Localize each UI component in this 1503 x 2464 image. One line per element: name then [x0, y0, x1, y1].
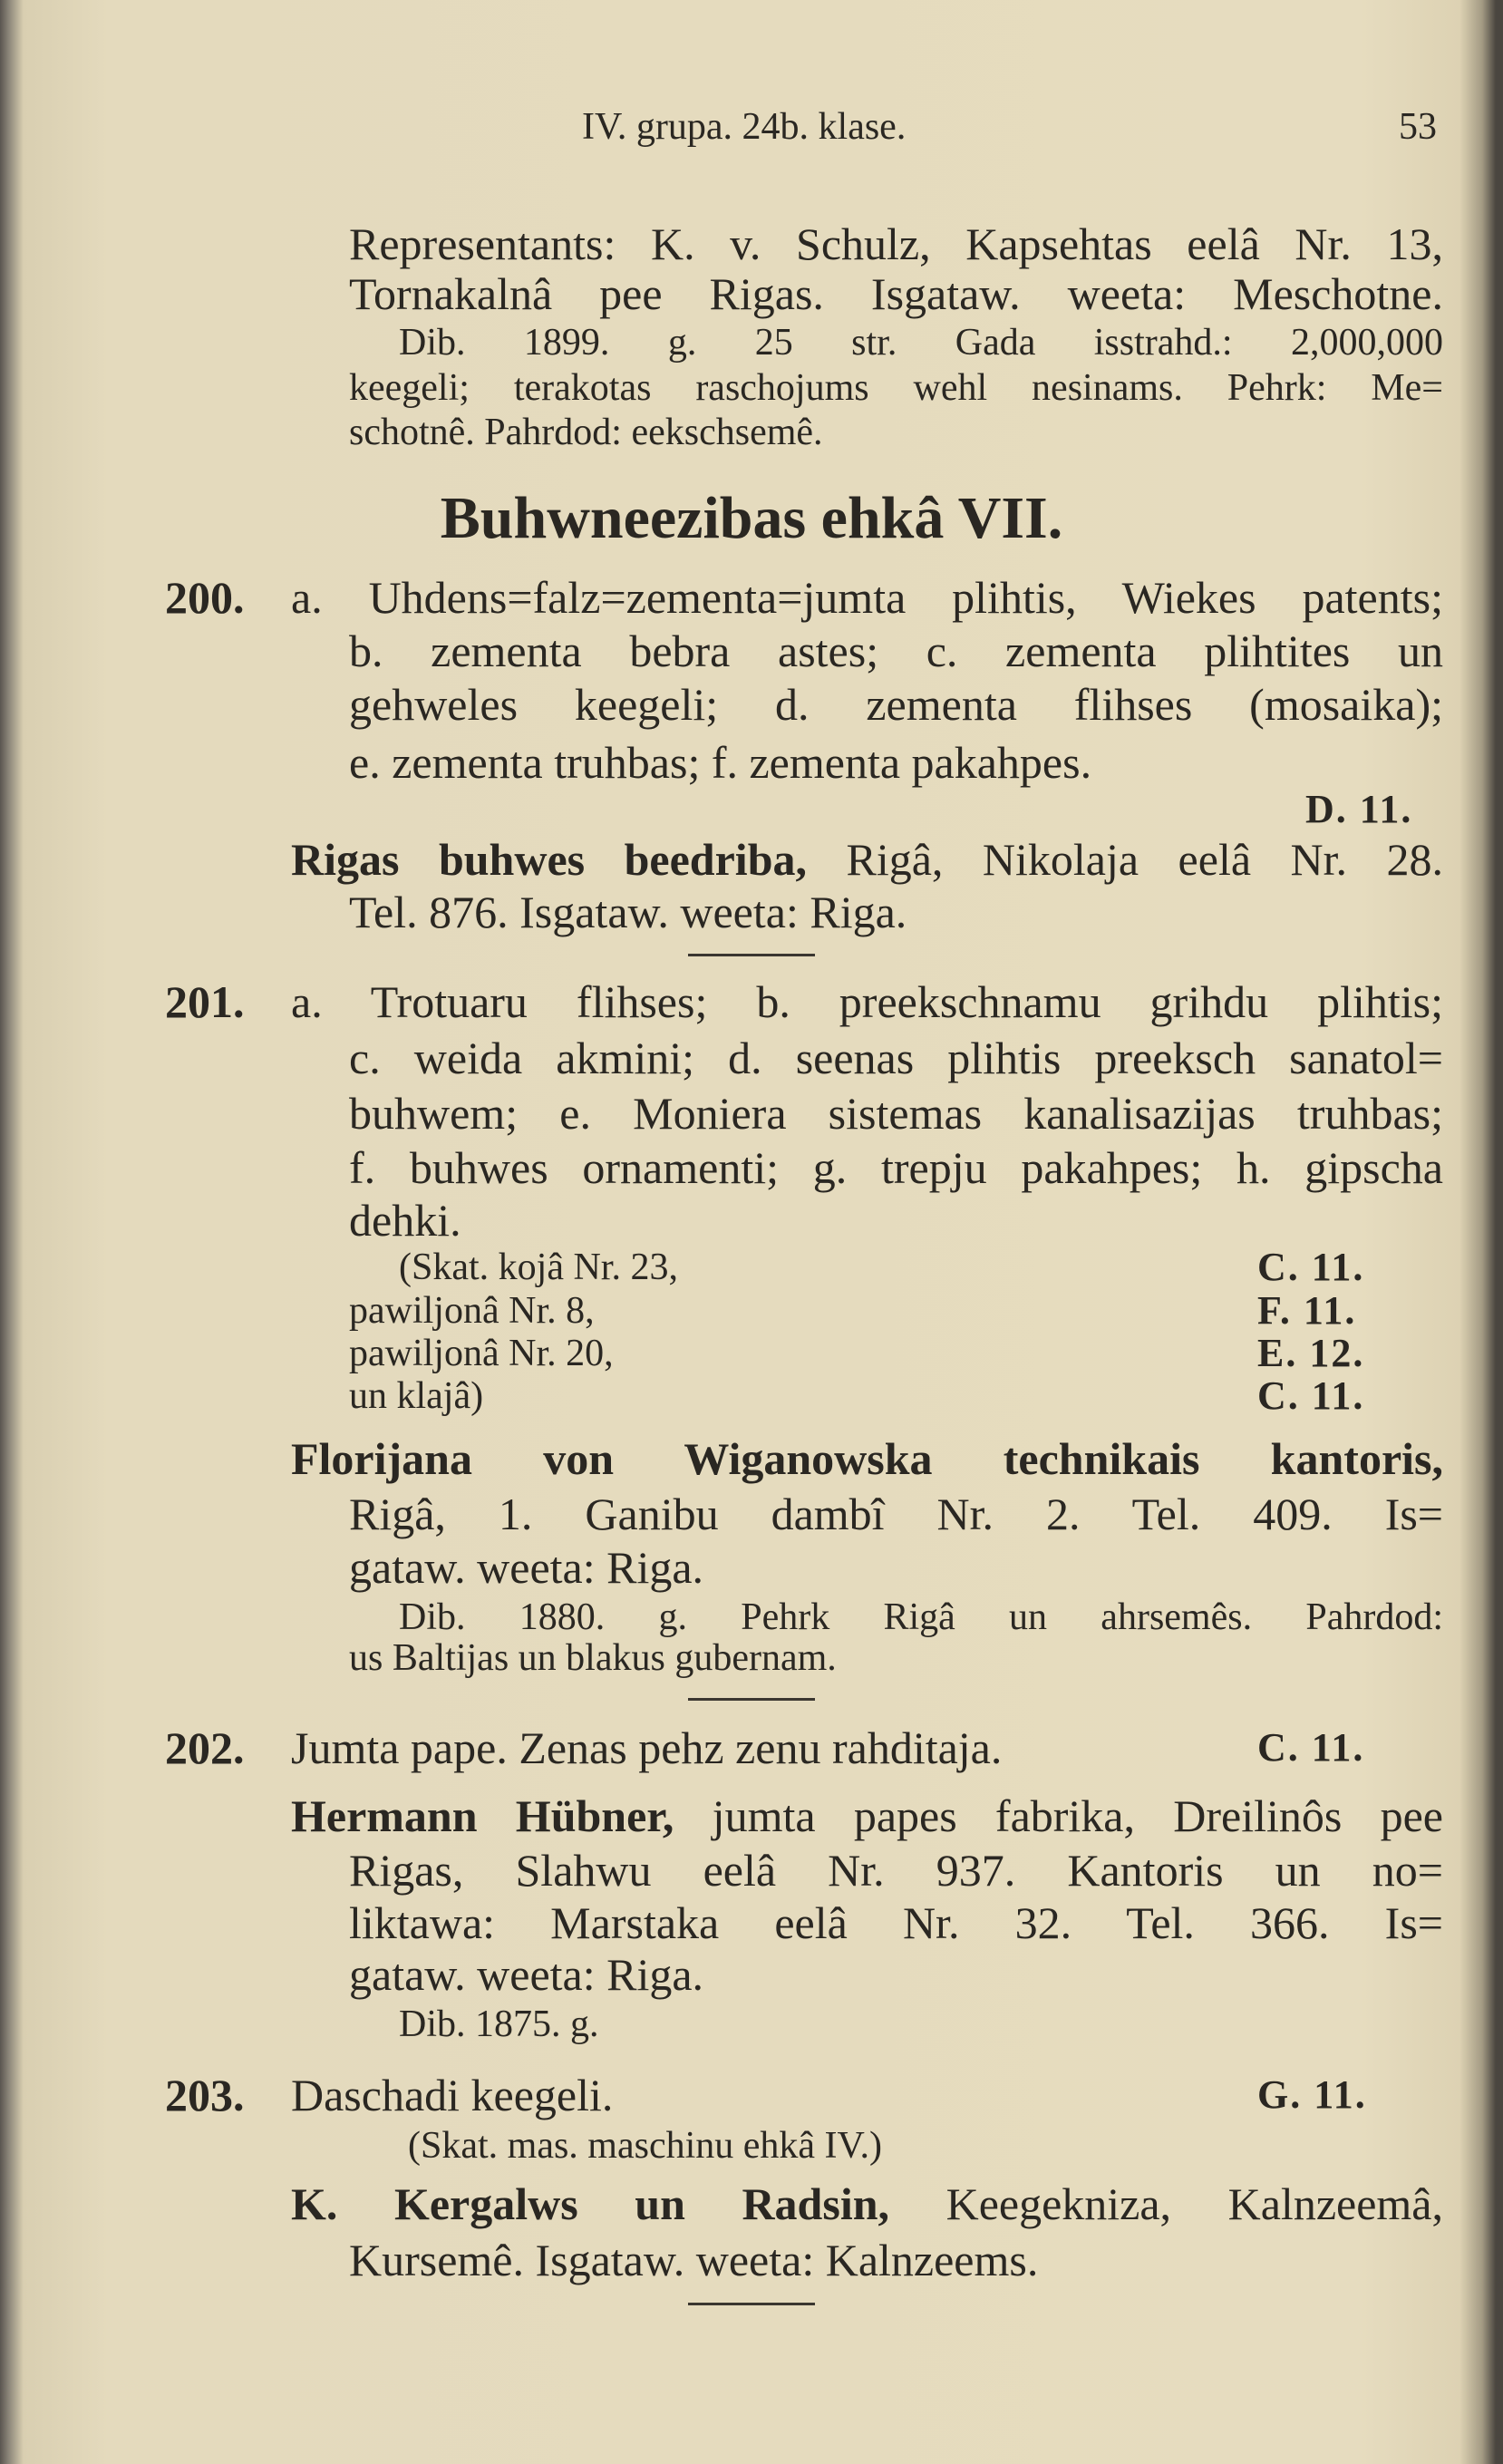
text-line: Rigas, Slahwu eelâ Nr. 937. Kantoris un no= — [349, 1845, 1443, 1896]
text-line: liktawa: Marstaka eelâ Nr. 32. Tel. 366. Is= — [349, 1897, 1443, 1948]
text-line: e. zementa truhbas; f. zementa pakahpes. — [349, 737, 1092, 788]
text-line: Representants: K. v. Schulz, Kapsehtas eelâ Nr. 13, — [349, 218, 1443, 269]
location-line: pawiljonâ Nr. 20, — [349, 1333, 614, 1374]
text-line: Kursemê. Isgataw. weeta: Kalnzeems. — [349, 2235, 1039, 2285]
text-line: Dib. 1875. g. — [399, 2003, 599, 2045]
text-line: a. Trotuaru flihses; b. preekschnamu grihdu plihtis; — [291, 976, 1443, 1027]
text-line: keegeli; terakotas raschojums wehl nesinams. Pehrk: Me= — [349, 367, 1443, 409]
location-line: (Skat. kojâ Nr. 23, — [399, 1247, 678, 1288]
grade-label: C. 11. — [1257, 1245, 1365, 1289]
text-line: gataw. weeta: Riga. — [349, 1949, 704, 2000]
text-line: c. weida akmini; d. seenas plihtis preeksch sanatol= — [349, 1033, 1443, 1083]
grade-label: E. 12. — [1257, 1331, 1365, 1375]
entry-number: 203. — [165, 2070, 245, 2120]
location-line: un klajâ) — [349, 1375, 484, 1417]
exhibitor-line — [291, 1789, 1443, 1843]
exhibitor-name: Florijana von Wiganowska technikais kantoris, — [291, 1433, 1443, 1484]
exhibitor-line — [291, 832, 1443, 887]
grade-label: C. 11. — [1257, 1373, 1365, 1418]
grade-label: C. 11. — [1257, 1725, 1365, 1770]
text-line: (Skat. mas. maschinu ehkâ IV.) — [408, 2125, 882, 2167]
grade-label: F. 11. — [1257, 1288, 1357, 1333]
section-heading: Buhwneezibas ehkâ VII. — [440, 485, 1063, 551]
text-line: Tornakalnâ pee Rigas. Isgataw. weeta: Meschotne. — [349, 268, 1443, 319]
grade-label: D. 11. — [1305, 787, 1413, 831]
text-line: dehki. — [349, 1195, 461, 1246]
entry-number: 202. — [165, 1722, 245, 1773]
running-title: IV. grupa. 24b. klase. — [582, 106, 907, 148]
entry-number: 200. — [165, 572, 245, 623]
grade-label: G. 11. — [1257, 2072, 1367, 2117]
entry-number: 201. — [165, 976, 245, 1027]
exhibitor-name: Hermann Hübner, — [291, 1790, 674, 1841]
text-line: f. buhwes ornamenti; g. trepju pakahpes; h. gipscha — [349, 1142, 1443, 1193]
text-line: Tel. 876. Isgataw. weeta: Riga. — [349, 887, 907, 937]
text-line: buhwem; e. Moniera sistemas kanalisazijas truhbas; — [349, 1088, 1443, 1139]
text-line: Rigâ, 1. Ganibu dambî Nr. 2. Tel. 409. Is= — [349, 1489, 1443, 1539]
text-line: gehweles keegeli; d. zementa flihses (mosaika); — [349, 679, 1443, 730]
text-line: b. zementa bebra astes; c. zementa plihtites un — [349, 626, 1443, 676]
text-line: us Baltijas un blakus gubernam. — [349, 1637, 837, 1679]
location-line: pawiljonâ Nr. 8, — [349, 1290, 595, 1332]
divider-rule — [688, 954, 815, 956]
text-line: Dib. 1899. g. 25 str. Gada isstrahd.: 2,000,000 — [399, 322, 1443, 364]
page-number: 53 — [1399, 106, 1437, 148]
divider-rule — [688, 2303, 815, 2305]
text-line: a. Uhdens=falz=zementa=jumta plihtis, Wiekes patents; — [291, 572, 1443, 623]
exhibitor-address: Keegekniza, Kalnzeemâ, — [889, 2178, 1443, 2229]
exhibitor-line — [291, 2177, 1443, 2231]
exhibitor-name: K. Kergalws un Radsin, — [291, 2178, 890, 2229]
exhibitor-name: Rigas buhwes beedriba, — [291, 834, 807, 885]
entry-title: Jumta pape. Zenas pehz zenu rahditaja. — [291, 1722, 1003, 1773]
exhibitor-address: jumta papes fabrika, Dreilinôs pee — [674, 1790, 1443, 1841]
exhibitor-address: Rigâ, Nikolaja eelâ Nr. 28. — [807, 834, 1443, 885]
entry-title: Daschadi keegeli. — [291, 2070, 614, 2120]
text-line: Dib. 1880. g. Pehrk Rigâ un ahrsemês. Pahrdod: — [399, 1596, 1443, 1638]
divider-rule — [688, 1698, 815, 1701]
text-line: gataw. weeta: Riga. — [349, 1542, 704, 1593]
text-line: schotnê. Pahrdod: eekschsemê. — [349, 412, 823, 453]
